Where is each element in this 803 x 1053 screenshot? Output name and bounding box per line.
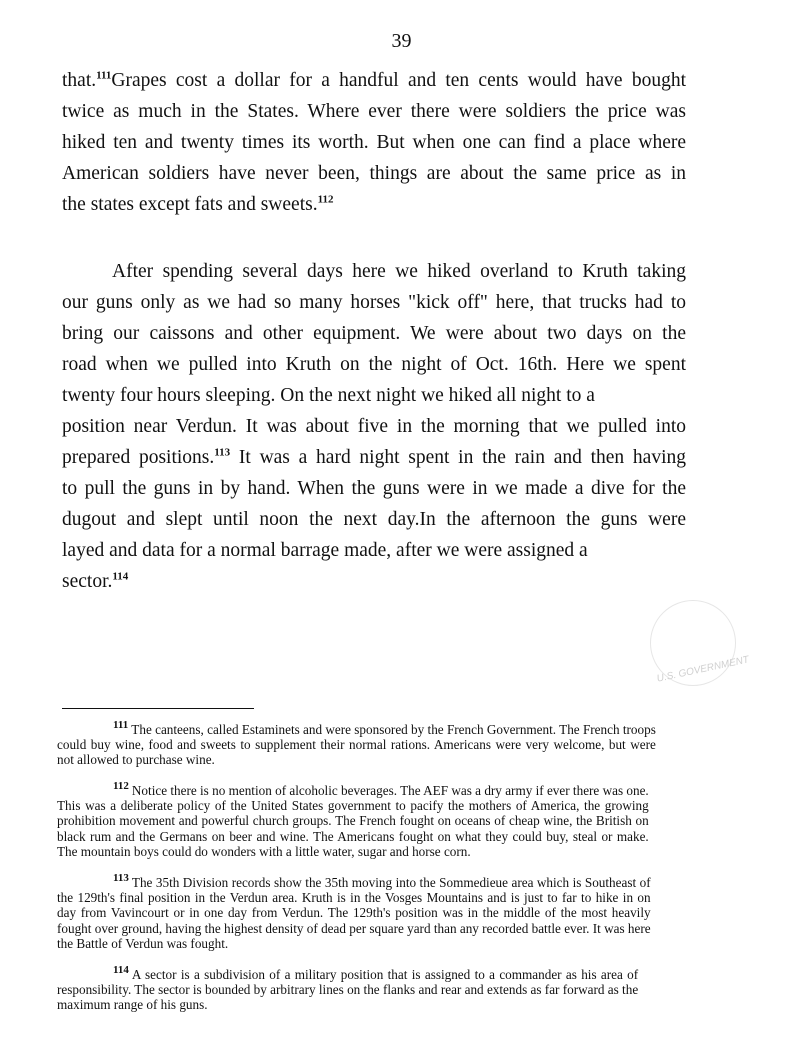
footnote-text: fought over ground, having the highest density of dead per square yard than any recorded battle ever. It was here [57, 920, 651, 936]
footnote-text: The 35th Division records show the 35th moving into the Sommedieue area which is Southeast of [131, 875, 651, 890]
text-line: the states except fats and sweets.$^{112}$ [62, 193, 334, 215]
stamp-text: U.S. GOVERNMENT [655, 654, 751, 685]
footnote-text: prohibition movement and powerful church groups. The French fought on oceans of cheap wine, the British on [57, 813, 649, 829]
footnote-ref-111[interactable]: 111 [96, 69, 112, 82]
footnote-ref-114[interactable]: 114 [112, 570, 129, 583]
footnote-text: responsibility. The sector is bounded by arbitrary lines on the flanks and rear and extends as far forward as the [57, 982, 639, 998]
footnote-number: 112 [113, 780, 129, 792]
footnote-text: the Battle of Verdun was fought. [57, 935, 229, 951]
text-line: to pull the guns in by hand. When the guns were in we made a dive for the [62, 478, 686, 499]
footnote-text: This was a deliberate policy of the United States government to pacify the mothers of America, the growing [57, 798, 649, 814]
footnote-114 [57, 963, 638, 1013]
paragraph-1 [62, 65, 686, 220]
text-line: layed and data for a normal barrage made, after we were assigned a [62, 540, 588, 561]
text-line: American soldiers have never been, things are about the same price as in [62, 163, 686, 184]
text-line: position near Verdun. It was about five in the morning that we pulled into [62, 416, 686, 437]
footnote-text: black rum and the Germans on beer and wine. The Americans fought on what they could buy, steal or make. [57, 828, 649, 844]
footnote-number: 114 [113, 964, 129, 976]
text-line: our guns only as we had so many horses "kick off" here, that trucks had to [62, 292, 686, 313]
footnote-ref-113[interactable]: 113 [214, 446, 231, 459]
text-line: sector.$^{114}$ [62, 570, 129, 592]
text-line: road when we pulled into Kruth on the night of Oct. 16th. Here we spent [62, 354, 686, 375]
text-line: prepared positions.$^{113}$ It was a hard night spent in the rain and then having [62, 446, 686, 468]
footnote-number: 111 [113, 719, 129, 731]
footnote-text: the 129th's final position in the Verdun area. Kruth is in the Vosges Mountains and is just to far to hike in on [57, 890, 651, 906]
footnote-text: day from Vavincourt or in one day from Verdun. The 129th's position was in the middle of the most heavily [57, 905, 651, 921]
footnote-text: could buy wine, food and sweets to supplement their normal rations. Americans were very welcome, but were [57, 737, 656, 753]
footnote-text: The canteens, called Estaminets and were sponsored by the French Government. The French troops [131, 722, 656, 737]
page-number: 39 [391, 30, 412, 52]
text-line: twenty four hours sleeping. On the next night we hiked all night to a [62, 385, 595, 406]
text-line: that.$^{111}$Grapes cost a dollar for a handful and ten cents would have bought [62, 69, 686, 91]
text-line: hiked ten and twenty times its worth. But when one can find a place where [62, 132, 686, 153]
footnote-111 [57, 718, 656, 768]
text-line: dugout and slept until noon the next day.In the afternoon the guns were [62, 509, 686, 530]
text-line: twice as much in the States. Where ever there were soldiers the price was [62, 101, 686, 122]
footnote-113 [57, 871, 651, 951]
footnote-divider [62, 708, 254, 709]
footnote-112 [57, 779, 649, 859]
footnote-ref-112[interactable]: 112 [317, 193, 334, 206]
paragraph-2 [62, 256, 686, 597]
footnote-number: 113 [113, 872, 129, 884]
footnote-text: maximum range of his guns. [57, 997, 208, 1013]
footnote-text: Notice there is no mention of alcoholic beverages. The AEF was a dry army if ever there was one. [131, 783, 649, 798]
text-line: After spending several days here we hiked overland to Kruth taking [112, 261, 686, 282]
footnote-text: not allowed to purchase wine. [57, 752, 215, 768]
text-line: bring our caissons and other equipment. We were about two days on the [62, 323, 686, 344]
footnote-text: The mountain boys could do wonders with a little water, sugar and horse corn. [57, 843, 471, 859]
footnote-text: A sector is a subdivision of a military position that is assigned to a commander as his area of [131, 967, 639, 982]
